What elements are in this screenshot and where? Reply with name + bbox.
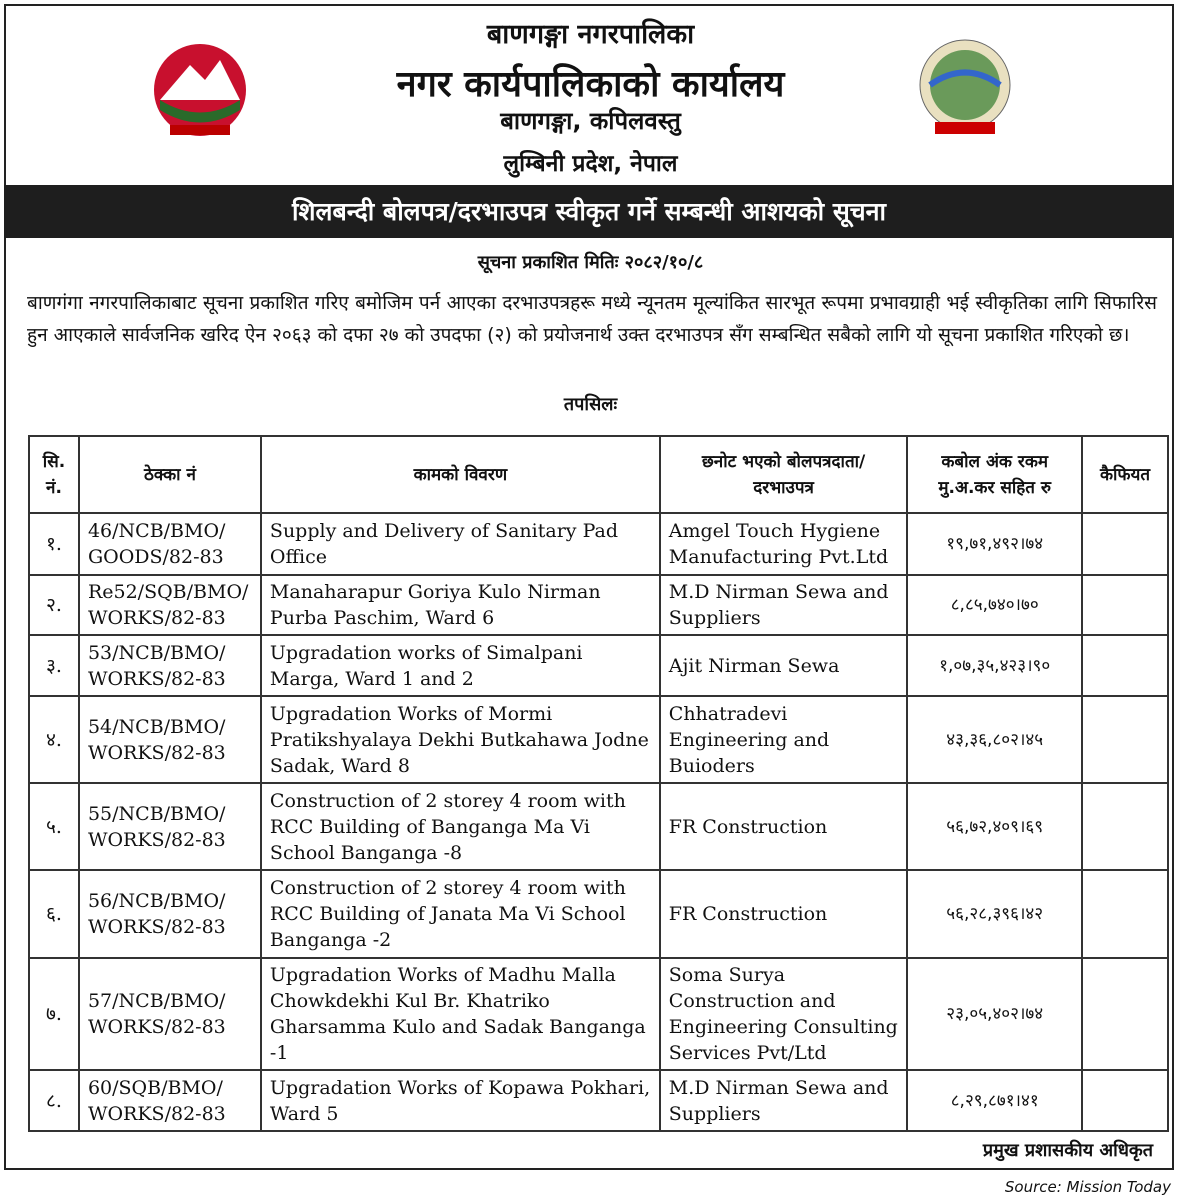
cell-sn: ६.	[29, 870, 79, 958]
cell-description: Manaharapur Goriya Kulo Nirman Purba Paschim, Ward 6	[261, 575, 660, 635]
cell-description: Construction of 2 storey 4 room with RCC Building of Janata Ma Vi School Banganga -2	[261, 870, 660, 958]
cell-amount: ८,८५,७४०।७०	[907, 575, 1082, 635]
notice-title: शिलबन्दी बोलपत्र/दरभाउपत्र स्वीकृत गर्ने सम्बन्धी आशयको सूचना	[4, 185, 1174, 238]
table-row	[29, 635, 1168, 696]
cell-sn: ४.	[29, 696, 79, 783]
cell-contract-no: 46/NCB/BMO/ GOODS/82-83	[79, 513, 261, 575]
municipality-name: बाणगङ्गा नगरपालिका	[486, 19, 695, 50]
cell-sn: ८.	[29, 1070, 79, 1131]
cell-sn: ३.	[29, 635, 79, 696]
cell-remarks	[1082, 958, 1168, 1070]
cell-amount: ५६,७२,४०९।६९	[907, 783, 1082, 870]
cell-remarks	[1082, 575, 1168, 635]
col-header-sn: सि. नं.	[29, 436, 79, 513]
cell-remarks	[1082, 783, 1168, 870]
cell-contract-no: 55/NCB/BMO/ WORKS/82-83	[79, 783, 261, 870]
cell-bidder: Chhatradevi Engineering and Buioders	[660, 696, 908, 783]
col-header-contract-no: ठेक्का नं	[79, 436, 261, 513]
cell-bidder: FR Construction	[660, 783, 908, 870]
cell-contract-no: 56/NCB/BMO/ WORKS/82-83	[79, 870, 261, 958]
table-row	[29, 783, 1168, 870]
col-header-remarks: कैफियत	[1082, 436, 1168, 513]
notice-paragraph: बाणगंगा नगरपालिकाबाट सूचना प्रकाशित गरिए बमोजिम पर्न आएका दरभाउपत्रहरू मध्ये न्यूनतम मूल्यांकित सारभूत रूपमा प्रभावग्राही भई स्वीकृतिका लागि सिफारिस हुन आएकाले सार्वजनिक खरिद ऐन २०६३ को दफा २७ को उपदफा (२) को प्रयोजनार्थ उक्त दरभाउपत्र सँग सम्बन्धित सबैको लागि यो सूचना प्रकाशित गरिएको छ।	[27, 292, 1157, 346]
cell-amount: १९,७१,४९२।७४	[907, 513, 1082, 575]
col-header-amount: कबोल अंक रकम मु.अ.कर सहित रु	[907, 436, 1082, 513]
table-row	[29, 1070, 1168, 1131]
table-row	[29, 696, 1168, 783]
cell-amount: ४३,३६,८०२।४५	[907, 696, 1082, 783]
cell-bidder: Soma Surya Construction and Engineering Consulting Services Pvt/Ltd	[660, 958, 908, 1070]
cell-contract-no: 60/SQB/BMO/ WORKS/82-83	[79, 1070, 261, 1131]
cell-amount: ८,२९,८७१।४१	[907, 1070, 1082, 1131]
cell-sn: २.	[29, 575, 79, 635]
table-header-row	[29, 436, 1168, 513]
cell-remarks	[1082, 635, 1168, 696]
col-header-description: कामको विवरण	[261, 436, 660, 513]
province: लुम्बिनी प्रदेश, नेपाल	[503, 151, 678, 177]
office-name: नगर कार्यपालिकाको कार्यालय	[396, 64, 785, 105]
cell-remarks	[1082, 696, 1168, 783]
col-header-bidder: छनोट भएको बोलपत्रदाता/ दरभाउपत्र	[660, 436, 908, 513]
details-label: तपसिलः	[563, 394, 618, 415]
cell-contract-no: 54/NCB/BMO/ WORKS/82-83	[79, 696, 261, 783]
cell-amount: १,०७,३५,४२३।९०	[907, 635, 1082, 696]
cell-description: Supply and Delivery of Sanitary Pad Office	[261, 513, 660, 575]
office-location: बाणगङ्गा, कपिलवस्तु	[500, 107, 681, 135]
cell-description: Construction of 2 storey 4 room with RCC Building of Banganga Ma Vi School Banganga -8	[261, 783, 660, 870]
cell-amount: ५६,२८,३९६।४२	[907, 870, 1082, 958]
cell-description: Upgradation Works of Kopawa Pokhari, Ward 5	[261, 1070, 660, 1131]
cell-remarks	[1082, 1070, 1168, 1131]
cell-description: Upgradation Works of Madhu Malla Chowkdekhi Kul Br. Khatriko Gharsamma Kulo and Sadak Banganga -1	[261, 958, 660, 1070]
cell-sn: १.	[29, 513, 79, 575]
cell-contract-no: 53/NCB/BMO/ WORKS/82-83	[79, 635, 261, 696]
cell-bidder: M.D Nirman Sewa and Suppliers	[660, 575, 908, 635]
cell-amount: २३,०५,४०२।७४	[907, 958, 1082, 1070]
table-row	[29, 513, 1168, 575]
published-date: सूचना प्रकाशित मितिः २०८२/१०/८	[477, 252, 704, 273]
cell-sn: ५.	[29, 783, 79, 870]
cell-description: Upgradation works of Simalpani Marga, Ward 1 and 2	[261, 635, 660, 696]
table-row	[29, 575, 1168, 635]
table-row	[29, 870, 1168, 958]
cell-bidder: FR Construction	[660, 870, 908, 958]
cell-contract-no: Re52/SQB/BMO/ WORKS/82-83	[79, 575, 261, 635]
cell-description: Upgradation Works of Mormi Pratikshyalaya Dekhi Butkahawa Jodne Sadak, Ward 8	[261, 696, 660, 783]
cell-bidder: Ajit Nirman Sewa	[660, 635, 908, 696]
cell-bidder: M.D Nirman Sewa and Suppliers	[660, 1070, 908, 1131]
source-credit: Source: Mission Today	[1004, 1178, 1171, 1196]
table-row	[29, 958, 1168, 1070]
signatory-title: प्रमुख प्रशासकीय अधिकृत	[982, 1140, 1153, 1161]
cell-remarks	[1082, 870, 1168, 958]
cell-sn: ७.	[29, 958, 79, 1070]
contracts-table	[28, 435, 1169, 1132]
cell-contract-no: 57/NCB/BMO/ WORKS/82-83	[79, 958, 261, 1070]
cell-remarks	[1082, 513, 1168, 575]
cell-bidder: Amgel Touch Hygiene Manufacturing Pvt.Ltd	[660, 513, 908, 575]
